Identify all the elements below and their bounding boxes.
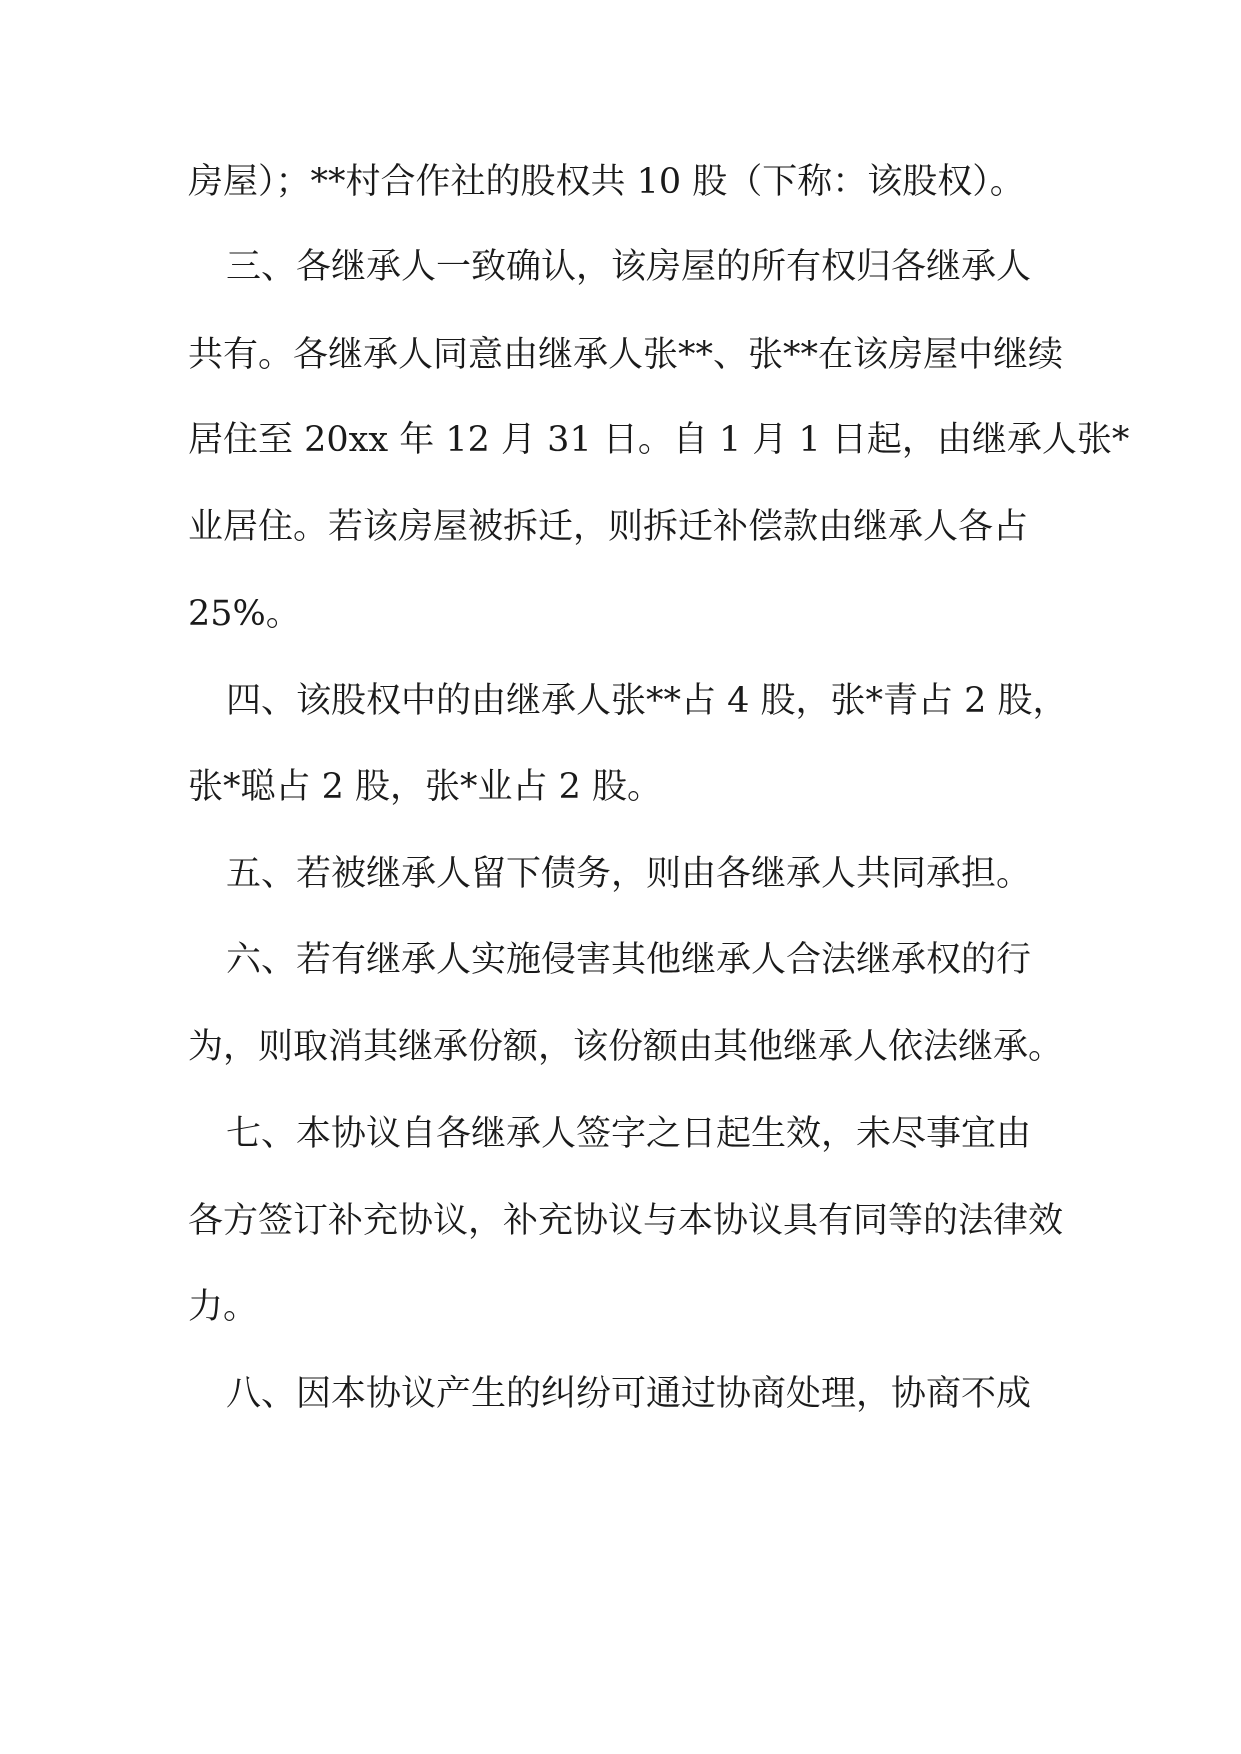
text-line: 为，则取消其继承份额，该份额由其他继承人依法继承。 — [188, 1027, 1064, 1067]
text-line: 25%。 — [188, 594, 301, 634]
paragraph-3-start: 三、各继承人一致确认，该房屋的所有权归各继承人 — [226, 247, 1032, 287]
paragraph-5: 五、若被继承人留下债务，则由各继承人共同承担。 — [226, 854, 1032, 894]
text-line: 居住至 20xx 年 12 月 31 日。自 1 月 1 日起，由继承人张* — [188, 420, 1130, 460]
text-line: 力。 — [188, 1287, 259, 1327]
text-line: 张*聪占 2 股，张*业占 2 股。 — [188, 767, 663, 807]
paragraph-4-start: 四、该股权中的由继承人张**占 4 股，张*青占 2 股， — [226, 681, 1068, 721]
paragraph-6-start: 六、若有继承人实施侵害其他继承人合法继承权的行 — [226, 940, 1032, 980]
paragraph-8-start: 八、因本协议产生的纠纷可通过协商处理，协商不成 — [226, 1374, 1032, 1414]
text-line: 共有。各继承人同意由继承人张**、张**在该房屋中继续 — [188, 335, 1064, 375]
text-line: 业居住。若该房屋被拆迁，则拆迁补偿款由继承人各占 — [188, 507, 1029, 547]
text-line: 各方签订补充协议，补充协议与本协议具有同等的法律效 — [188, 1201, 1064, 1241]
paragraph-7-start: 七、本协议自各继承人签字之日起生效，未尽事宜由 — [226, 1114, 1032, 1154]
text-line: 房屋）；**村合作社的股权共 10 股（下称：该股权）。 — [188, 162, 1025, 202]
